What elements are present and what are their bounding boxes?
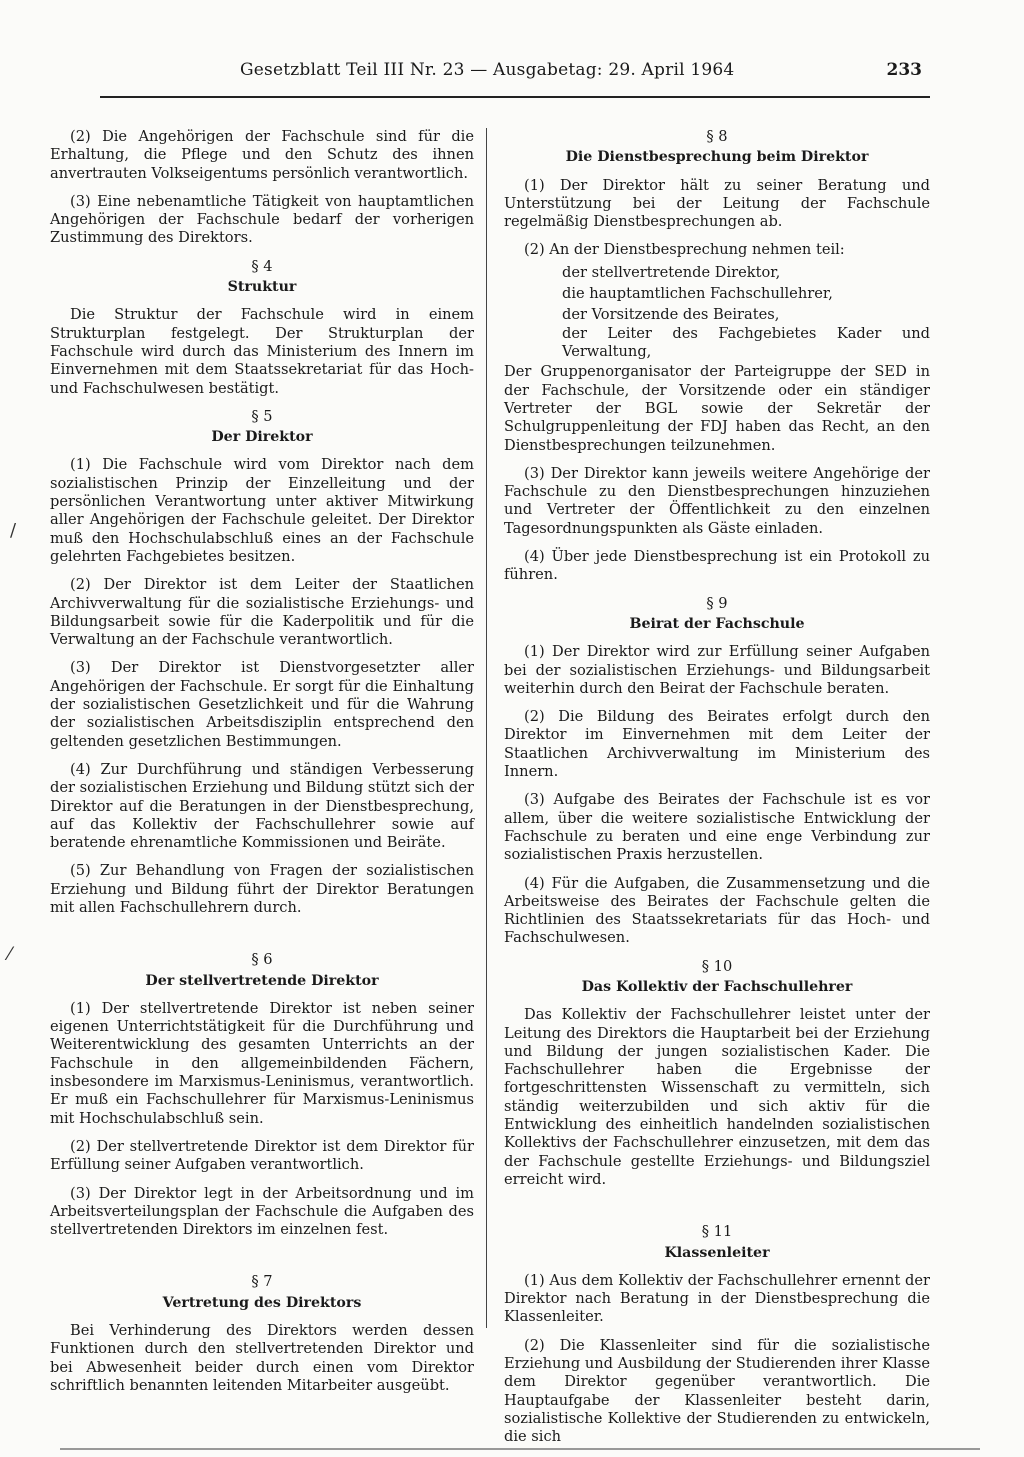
paragraph: (2) Die Angehörigen der Fachschule sind für die Erhaltung, die Pflege und den Schutz des ihnen anvertrauten Volkseigentums persönlich verantwortlich. <box>50 128 474 182</box>
column-divider <box>486 128 487 1328</box>
paragraph: (2) An der Dienstbesprechung nehmen teil: <box>524 241 845 259</box>
section-title: Die Dienstbesprechung beim Direktor <box>565 149 869 166</box>
list-item: der Leiter des Fachgebietes Kader und Verwaltung, <box>562 324 930 361</box>
paragraph: (1) Der Direktor wird zur Erfüllung seiner Aufgaben bei der sozialistischen Erziehungs- und Bildungsarbeit weiterhin durch den Beirat der Fachschule beraten. <box>504 643 930 697</box>
paragraph: (1) Der Direktor hält zu seiner Beratung und Unterstützung bei der Leitung der Fachschule regelmäßig Dienstbesprechungen ab. <box>504 176 930 231</box>
section-title: Beirat der Fachschule <box>629 615 805 632</box>
paragraph: (2) Der stellvertretende Direktor ist dem Direktor für Erfüllung seiner Aufgaben verantwortlich. <box>50 1137 474 1174</box>
margin-mark: ⁄ <box>8 944 12 965</box>
paragraph: Die Struktur der Fachschule wird in einem Strukturplan festgelegt. Der Strukturplan der Fachschule wird durch das Ministerium des Innern im Einvernehmen mit dem Staatssekretariat für das Hoch- und Fachschulwesen bestätigt. <box>50 306 474 397</box>
header-rule <box>100 96 930 98</box>
section-number: § 10 <box>701 957 733 975</box>
paragraph: Das Kollektiv der Fachschullehrer leistet unter der Leitung des Direktors die Hauptarbeit bei der Erziehung und Bildung der jungen sozialistischen Kader. Die Fachschullehrer haben die Ergebnisse der fortgeschrittensten Wissenschaft zu vermitteln, sich ständig weiterzubilden und sich aktiv für die Entwicklung des einheitlich handelnden sozialistischen Kollektivs der Fachschullehrer einzusetzen, mit dem das der Fachschule gestellte Erziehungs- und Bildungsziel erreicht wird. <box>504 1006 930 1188</box>
paragraph: (2) Die Bildung des Beirates erfolgt durch den Direktor im Einvernehmen mit dem Leiter der Staatlichen Archivverwaltung im Ministerium des Innern. <box>504 708 930 781</box>
section-title: Das Kollektiv der Fachschullehrer <box>581 978 853 995</box>
section-number: § 6 <box>251 951 273 969</box>
participant-list <box>562 262 930 362</box>
section-title: Vertretung des Direktors <box>162 1294 362 1311</box>
paragraph: (2) Der Direktor ist dem Leiter der Staatlichen Archivverwaltung für die sozialistische Erziehungs- und Bildungsarbeit sowie für die Kaderpolitik und für die Verwaltung an der Fachschule verantwortlich. <box>50 576 474 649</box>
paragraph: (3) Der Direktor legt in der Arbeitsordnung und im Arbeitsverteilungsplan der Fachschule die Aufgaben des stellvertretenden Direktors im einzelnen fest. <box>50 1184 474 1239</box>
paragraph: (1) Aus dem Kollektiv der Fachschullehrer ernennt der Direktor nach Beratung in der Dienstbesprechung die Klassenleiter. <box>504 1271 930 1326</box>
section-title: Der Direktor <box>211 429 313 446</box>
page-header <box>104 60 924 86</box>
scan-edge <box>60 1448 980 1450</box>
section-title: Klassenleiter <box>664 1244 770 1261</box>
running-title: Gesetzblatt Teil III Nr. 23 — Ausgabetag: 29. April 1964 <box>240 60 735 80</box>
section-number: § 5 <box>251 407 273 425</box>
section-number: § 4 <box>251 257 273 275</box>
paragraph: (1) Der stellvertretende Direktor ist neben seiner eigenen Unterrichtstätigkeit für die Durchführung und Weiterentwicklung des gesamten Unterrichts an der Fachschule in den allgemeinbildenden Fächern, insbesondere im Marxismus-Leninismus, verantwortlich. Er muß ein Fachschullehrer für Marxismus-Leninismus mit Hochschulabschluß sein. <box>50 999 474 1127</box>
section-number: § 11 <box>701 1223 733 1241</box>
paragraph: (4) Über jede Dienstbesprechung ist ein Protokoll zu führen. <box>504 548 930 584</box>
margin-mark: / <box>10 520 17 541</box>
list-item: der stellvertretende Direktor, <box>562 263 781 281</box>
paragraph: (3) Der Direktor ist Dienstvorgesetzter aller Angehörigen der Fachschule. Er sorgt für die Einhaltung der sozialistischen Gesetzlichkeit und für die Wahrung der sozialistischen Arbeitsdisziplin entsprechend den geltenden gesetzlichen Bestimmungen. <box>50 659 474 750</box>
list-item: die hauptamtlichen Fachschullehrer, <box>562 284 833 302</box>
list-item: der Vorsitzende des Beirates, <box>562 305 780 323</box>
paragraph: (4) Zur Durchführung und ständigen Verbesserung der sozialistischen Erziehung und Bildung stützt sich der Direktor auf die Beratungen in der Dienstbesprechung, auf das Kollektiv der Fachschullehrer sowie auf beratende ehrenamtliche Kommissionen und Beiräte. <box>50 760 474 852</box>
paragraph: (3) Aufgabe des Beirates der Fachschule ist es vor allem, über die weitere sozialistische Entwicklung der Fachschule zu beraten und eine enge Verbindung zur sozialistischen Praxis herzustellen. <box>504 791 930 864</box>
right-column <box>504 128 930 1457</box>
section-title: Struktur <box>227 279 297 296</box>
paragraph: (2) Die Klassenleiter sind für die sozialistische Erziehung und Ausbildung der Studierenden ihrer Klasse dem Direktor gegenüber verantwortlich. Die Hauptaufgabe der Klassenleiter besteht darin, sozialistische Kollektive der Studierenden zu entwickeln, die sich <box>504 1336 930 1446</box>
paragraph: Bei Verhinderung des Direktors werden dessen Funktionen durch den stellvertretenden Direktor und bei Abwesenheit beider durch einen vom Direktor schriftlich benannten leitenden Mitarbeiter ausgeübt. <box>50 1322 474 1394</box>
paragraph: (3) Eine nebenamtliche Tätigkeit von hauptamtlichen Angehörigen der Fachschule bedarf der vorherigen Zustimmung des Direktors. <box>50 192 474 247</box>
paragraph: (3) Der Direktor kann jeweils weitere Angehörige der Fachschule zu den Dienstbesprechungen hinzuziehen und Vertreter der Öffentlichkeit zu den einzelnen Tagesordnungspunkten als Gäste einladen. <box>504 464 930 537</box>
section-number: § 7 <box>251 1273 273 1291</box>
paragraph: (1) Die Fachschule wird vom Direktor nach dem sozialistischen Prinzip der Einzelleitung und der persönlichen Verantwortung unter aktiver Mitwirkung aller Angehörigen der Fachschule geleitet. Der Direktor muß den Hochschulabschluß eines an der Fachschule gelehrten Fachgebietes besitzen. <box>50 456 474 565</box>
left-column <box>50 128 474 1405</box>
section-number: § 9 <box>706 594 728 612</box>
page-number: 233 <box>886 60 922 80</box>
paragraph: (5) Zur Behandlung von Fragen der sozialistischen Erziehung und Bildung führt der Direktor Beratungen mit allen Fachschullehrern durch. <box>50 862 474 916</box>
paragraph: (4) Für die Aufgaben, die Zusammensetzung und die Arbeitsweise des Beirates der Fachschule gelten die Richtlinien des Staatssekretariats für das Hoch- und Fachschulwesen. <box>504 874 930 947</box>
section-number: § 8 <box>706 128 728 145</box>
section-title: Der stellvertretende Direktor <box>145 972 379 989</box>
paragraph: Der Gruppenorganisator der Parteigruppe der SED in der Fachschule, der Vorsitzende oder ein ständiger Vertreter der BGL sowie der Sekretär der Schulgruppenleitung der FDJ haben das Recht, an den Dienstbesprechungen teilzunehmen. <box>504 363 930 454</box>
